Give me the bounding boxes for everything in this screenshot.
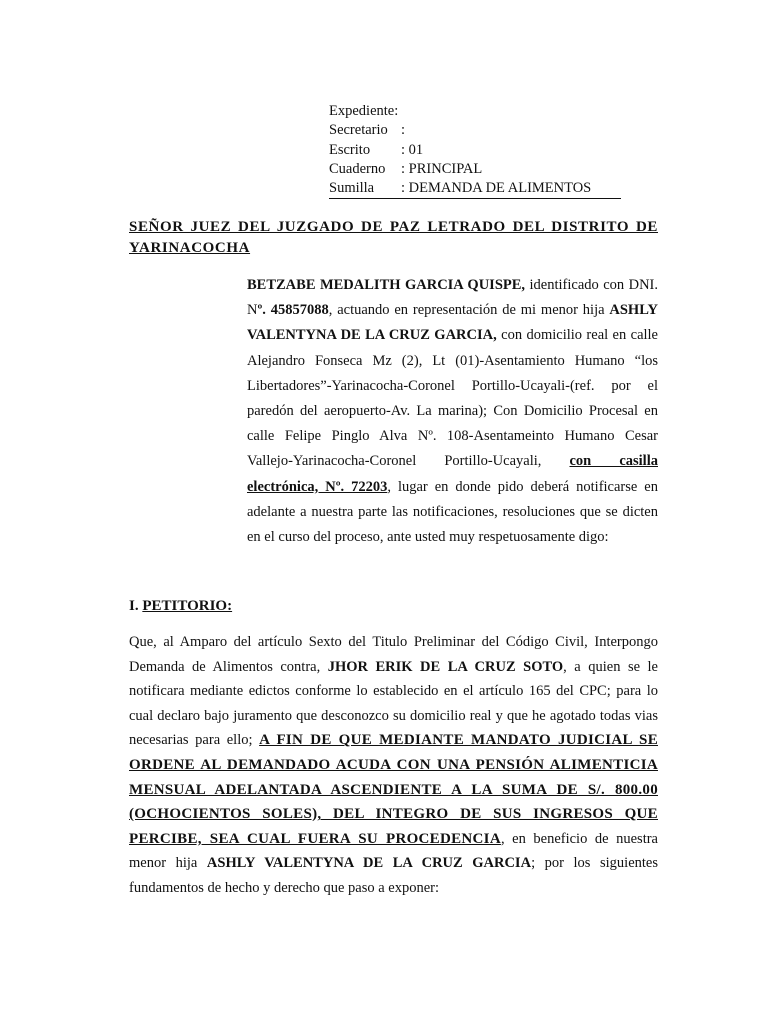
child-name: ASHLY VALENTYNA DE LA CRUZ GARCIA,	[247, 302, 659, 344]
intro-text-4: , lugar en donde pido deberá notificarse en adelante a nuestra parte las notificaciones, resoluciones que se dicten en el curso del proceso, ante usted muy respetuosamente digo:	[247, 478, 658, 546]
section-title: PETITORIO:	[142, 598, 233, 614]
petitorio-text-2: , a quien se le notificara mediante edictos conforme lo establecido en el artículo 165 del CPC; para lo cual declaro bajo juramento que desconozco su domicilio real y que he agotado todas vias necesarias para ello;	[129, 658, 658, 749]
expediente-label: Expediente:	[329, 103, 399, 119]
section-heading-petitorio	[129, 596, 232, 616]
intro-text-2: , actuando en representación de mi menor hija	[328, 302, 610, 319]
header-row-sumilla	[329, 179, 621, 199]
cuaderno-value: : PRINCIPAL	[401, 160, 483, 177]
electronic-box: con casilla electrónica, Nº. 72203	[247, 453, 658, 495]
intro-paragraph	[247, 273, 658, 550]
petitorio-paragraph	[129, 630, 658, 901]
cuaderno-label: Cuaderno	[329, 160, 386, 177]
addressee-title: SEÑOR JUEZ DEL JUZGADO DE PAZ LETRADO DEL DISTRITO DE YARINACOCHA	[129, 219, 658, 256]
beneficiary-name: ASHLY VALENTYNA DE LA CRUZ GARCIA	[206, 855, 532, 872]
section-number: I.	[129, 598, 139, 614]
dni-number: 45857088	[270, 302, 329, 319]
header-row-secretario	[329, 121, 621, 140]
header-row-expediente	[329, 102, 621, 121]
secretario-label: Secretario	[329, 122, 388, 139]
dni-number-sign: º.	[257, 302, 266, 319]
header-row-escrito	[329, 141, 621, 160]
secretario-value: :	[401, 122, 406, 139]
header-row-cuaderno	[329, 160, 621, 179]
intro-text-3: con domicilio real en calle Alejandro Fonseca Mz (2), Lt (01)-Asentamiento Humano “los Libertadores”-Yarinacocha-Coronel Portillo-Ucayali-(ref. por el paredón del aeropuerto-Av. La marina); Con Domicilio Procesal en calle Felipe Pinglo Alva Nº. 108-Asentameinto Humano Cesar Vallejo-Yarinacocha-Coronel Portillo-Ucayali,	[247, 327, 658, 470]
sumilla-label: Sumilla	[329, 180, 375, 197]
mandate-request: A FIN DE QUE MEDIANTE MANDATO JUDICIAL SE ORDENE AL DEMANDADO ACUDA CON UNA PENSIÓN ALIMENTICIA MENSUAL ADELANTADA ASCENDIENTE A LA SUMA DE S/. 800.00 (OCHOCIENTOS SOLES), DEL INTEGRO DE SUS INGRESOS QUE PERCIBE, SEA CUAL FUERA SU PROCEDENCIA	[129, 732, 658, 847]
petitorio-text-1: Que, al Amparo del artículo Sexto del Titulo Preliminar del Código Civil, Interpongo Demanda de Alimentos contra,	[129, 634, 658, 675]
claimant-name: BETZABE MEDALITH GARCIA QUISPE,	[247, 277, 526, 293]
petitorio-text-4: ; por los siguientes fundamentos de hecho y derecho que paso a exponer:	[129, 855, 658, 896]
petitorio-text-3: , en beneficio de nuestra menor hija	[129, 830, 658, 872]
defendant-name: JHOR ERIK DE LA CRUZ SOTO	[327, 658, 564, 675]
escrito-label: Escrito	[329, 141, 371, 158]
case-header	[329, 102, 621, 199]
intro-text-1: identificado con DNI. N	[247, 277, 658, 319]
sumilla-value: : DEMANDA DE ALIMENTOS	[401, 180, 592, 197]
escrito-value: : 01	[401, 141, 424, 158]
